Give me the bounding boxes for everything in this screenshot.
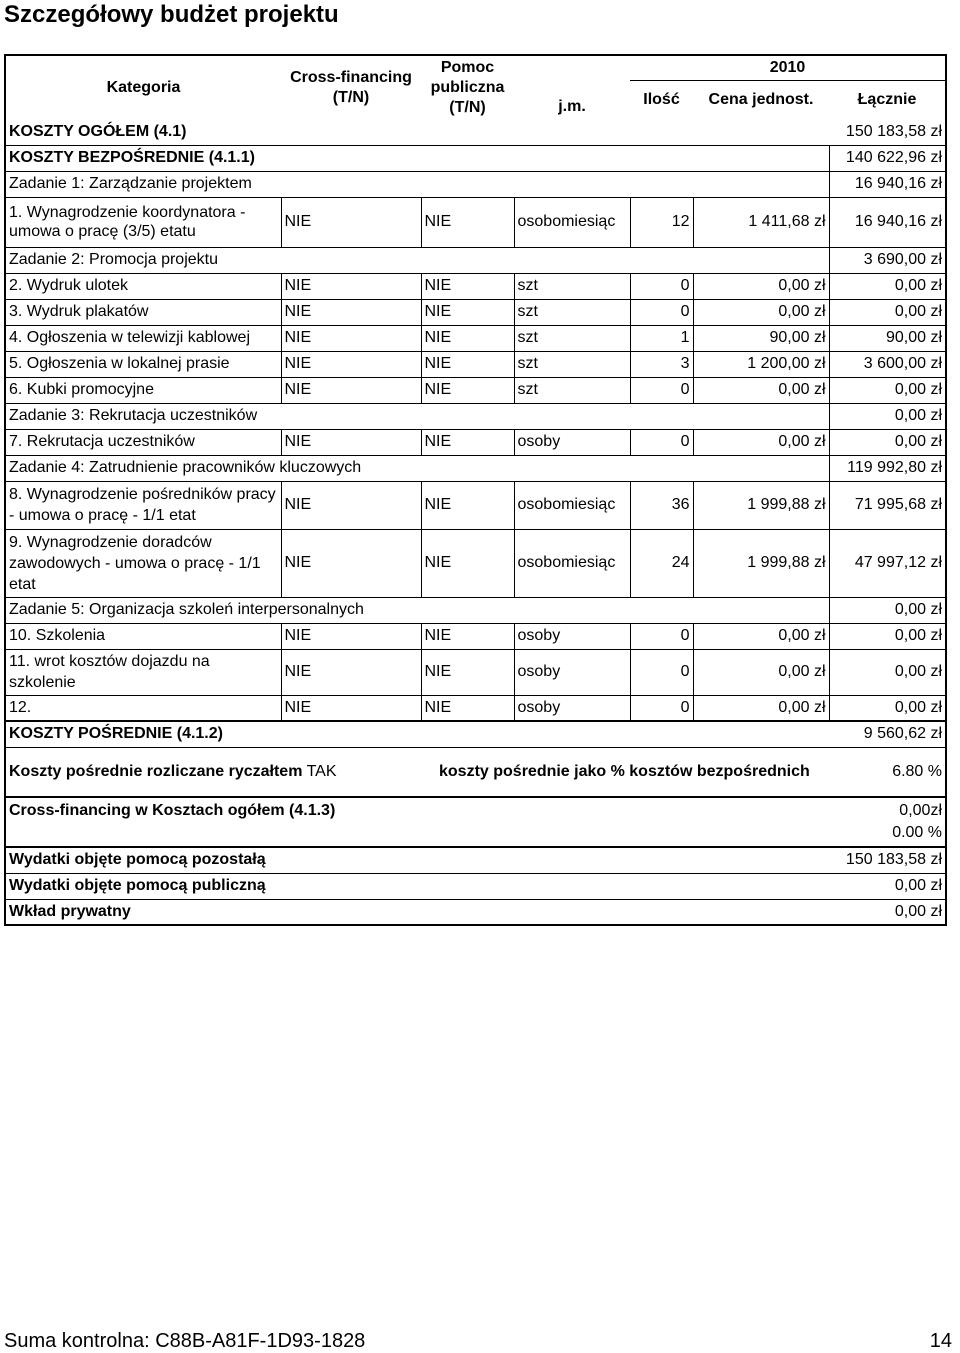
pomoc-publiczna-row bbox=[5, 873, 946, 899]
ryczalt-label: Koszty pośrednie rozliczane ryczałtem bbox=[9, 762, 303, 780]
item-qty: 3 bbox=[630, 351, 693, 377]
item-row bbox=[5, 623, 946, 649]
item-jm: osobomiesiąc bbox=[514, 481, 630, 529]
item-qty: 12 bbox=[630, 197, 693, 247]
ryczalt-cell bbox=[5, 747, 421, 797]
posrednie-value: 9 560,62 zł bbox=[829, 721, 946, 747]
task-row bbox=[5, 171, 946, 197]
item-total: 0,00 zł bbox=[829, 377, 946, 403]
summary-bezposrednie-value: 140 622,96 zł bbox=[829, 145, 946, 171]
item-name: 10. Szkolenia bbox=[5, 623, 281, 649]
item-pomoc-publiczna: NIE bbox=[421, 529, 514, 597]
item-price: 0,00 zł bbox=[693, 623, 829, 649]
item-name: 5. Ogłoszenia w lokalnej prasie bbox=[5, 351, 281, 377]
task-total: 3 690,00 zł bbox=[829, 247, 946, 273]
item-price: 0,00 zł bbox=[693, 649, 829, 695]
pomoc-publiczna-label: Wydatki objęte pomocą publiczną bbox=[5, 873, 829, 899]
item-row bbox=[5, 429, 946, 455]
item-row bbox=[5, 325, 946, 351]
item-pomoc-publiczna: NIE bbox=[421, 273, 514, 299]
item-jm: osobomiesiąc bbox=[514, 197, 630, 247]
item-pomoc-publiczna: NIE bbox=[421, 695, 514, 721]
item-row bbox=[5, 197, 946, 247]
item-price: 0,00 zł bbox=[693, 299, 829, 325]
item-pomoc-publiczna: NIE bbox=[421, 481, 514, 529]
pomoc-pozostala-value: 150 183,58 zł bbox=[829, 847, 946, 873]
item-name: 3. Wydruk plakatów bbox=[5, 299, 281, 325]
item-total: 0,00 zł bbox=[829, 299, 946, 325]
item-cross-financing: NIE bbox=[281, 623, 421, 649]
item-cross-financing: NIE bbox=[281, 299, 421, 325]
cross-financing-percent: 0.00 % bbox=[892, 824, 942, 841]
item-price: 1 200,00 zł bbox=[693, 351, 829, 377]
header-year: 2010 bbox=[630, 55, 946, 80]
item-pomoc-publiczna: NIE bbox=[421, 351, 514, 377]
item-name: 1. Wynagrodzenie koordynatora - umowa o pracę (3/5) etatu bbox=[5, 197, 281, 247]
header-cena: Cena jednost. bbox=[708, 90, 814, 108]
item-row bbox=[5, 351, 946, 377]
percent-label: koszty pośrednie jako % kosztów bezpośrednich bbox=[421, 747, 829, 797]
item-cross-financing: NIE bbox=[281, 273, 421, 299]
task-total: 0,00 zł bbox=[829, 403, 946, 429]
item-total: 16 940,16 zł bbox=[829, 197, 946, 247]
item-jm: osobomiesiąc bbox=[514, 529, 630, 597]
item-jm: osoby bbox=[514, 649, 630, 695]
pomoc-pozostala-row bbox=[5, 847, 946, 873]
summary-row-ogolem bbox=[5, 119, 946, 145]
item-name: 12. bbox=[5, 695, 281, 721]
item-qty: 36 bbox=[630, 481, 693, 529]
item-jm: szt bbox=[514, 351, 630, 377]
header-pomoc-publiczna: Pomoc publiczna (T/N) bbox=[421, 55, 514, 119]
item-qty: 24 bbox=[630, 529, 693, 597]
item-price: 0,00 zł bbox=[693, 429, 829, 455]
task-row bbox=[5, 403, 946, 429]
item-name: 11. wrot kosztów dojazdu na szkolenie bbox=[5, 649, 281, 695]
cross-financing-value: 0,00zł bbox=[899, 802, 942, 819]
header-ilosc: Ilość bbox=[643, 90, 680, 108]
item-qty: 0 bbox=[630, 273, 693, 299]
item-row bbox=[5, 377, 946, 403]
wklad-prywatny-row bbox=[5, 899, 946, 925]
cross-financing-label: Cross-financing w Kosztach ogółem (4.1.3) bbox=[5, 797, 829, 847]
item-pomoc-publiczna: NIE bbox=[421, 325, 514, 351]
pomoc-publiczna-value: 0,00 zł bbox=[829, 873, 946, 899]
item-row bbox=[5, 529, 946, 597]
item-price: 0,00 zł bbox=[693, 695, 829, 721]
cross-financing-values bbox=[829, 797, 946, 847]
item-name: 8. Wynagrodzenie pośredników pracy - umowa o pracę - 1/1 etat bbox=[5, 481, 281, 529]
item-price: 0,00 zł bbox=[693, 273, 829, 299]
item-price: 1 999,88 zł bbox=[693, 481, 829, 529]
item-qty: 0 bbox=[630, 429, 693, 455]
item-name: 6. Kubki promocyjne bbox=[5, 377, 281, 403]
item-cross-financing: NIE bbox=[281, 695, 421, 721]
item-pomoc-publiczna: NIE bbox=[421, 649, 514, 695]
item-pomoc-publiczna: NIE bbox=[421, 429, 514, 455]
item-jm: szt bbox=[514, 377, 630, 403]
header-jm: j.m. bbox=[514, 55, 630, 119]
header-lacznie: Łącznie bbox=[829, 80, 946, 119]
item-price: 1 999,88 zł bbox=[693, 529, 829, 597]
item-qty: 0 bbox=[630, 649, 693, 695]
item-cross-financing: NIE bbox=[281, 649, 421, 695]
page-number: 14 bbox=[929, 1330, 952, 1352]
task-row bbox=[5, 247, 946, 273]
header-row bbox=[5, 55, 946, 80]
item-pomoc-publiczna: NIE bbox=[421, 299, 514, 325]
item-total: 71 995,68 zł bbox=[829, 481, 946, 529]
item-name: 4. Ogłoszenia w telewizji kablowej bbox=[5, 325, 281, 351]
item-cross-financing: NIE bbox=[281, 351, 421, 377]
wklad-prywatny-value: 0,00 zł bbox=[829, 899, 946, 925]
item-total: 0,00 zł bbox=[829, 623, 946, 649]
item-price: 1 411,68 zł bbox=[693, 197, 829, 247]
ryczalt-row bbox=[5, 747, 946, 797]
item-qty: 0 bbox=[630, 623, 693, 649]
task-total: 0,00 zł bbox=[829, 597, 946, 623]
item-row bbox=[5, 649, 946, 695]
wklad-prywatny-label: Wkład prywatny bbox=[5, 899, 829, 925]
summary-ogolem-label: KOSZTY OGÓŁEM (4.1) bbox=[5, 119, 829, 145]
task-row bbox=[5, 455, 946, 481]
item-name: 7. Rekrutacja uczestników bbox=[5, 429, 281, 455]
item-total: 47 997,12 zł bbox=[829, 529, 946, 597]
item-cross-financing: NIE bbox=[281, 377, 421, 403]
item-pomoc-publiczna: NIE bbox=[421, 197, 514, 247]
summary-ogolem-value: 150 183,58 zł bbox=[829, 119, 946, 145]
header-cross-financing: Cross-financing (T/N) bbox=[281, 55, 421, 119]
item-row bbox=[5, 273, 946, 299]
header-kategoria: Kategoria bbox=[5, 55, 281, 119]
item-total: 0,00 zł bbox=[829, 273, 946, 299]
task-label: Zadanie 1: Zarządzanie projektem bbox=[5, 171, 829, 197]
ryczalt-value: TAK bbox=[306, 762, 337, 780]
item-jm: osoby bbox=[514, 623, 630, 649]
task-label: Zadanie 3: Rekrutacja uczestników bbox=[5, 403, 829, 429]
item-qty: 0 bbox=[630, 299, 693, 325]
task-label: Zadanie 2: Promocja projektu bbox=[5, 247, 829, 273]
item-jm: osoby bbox=[514, 429, 630, 455]
item-jm: osoby bbox=[514, 695, 630, 721]
item-name: 2. Wydruk ulotek bbox=[5, 273, 281, 299]
task-row bbox=[5, 597, 946, 623]
item-cross-financing: NIE bbox=[281, 429, 421, 455]
item-cross-financing: NIE bbox=[281, 197, 421, 247]
item-pomoc-publiczna: NIE bbox=[421, 623, 514, 649]
item-total: 0,00 zł bbox=[829, 695, 946, 721]
pomoc-pozostala-label: Wydatki objęte pomocą pozostałą bbox=[5, 847, 829, 873]
task-total: 119 992,80 zł bbox=[829, 455, 946, 481]
item-row bbox=[5, 299, 946, 325]
item-jm: szt bbox=[514, 325, 630, 351]
item-row bbox=[5, 481, 946, 529]
item-total: 90,00 zł bbox=[829, 325, 946, 351]
posrednie-row bbox=[5, 721, 946, 747]
summary-bezposrednie-label: KOSZTY BEZPOŚREDNIE (4.1.1) bbox=[5, 145, 829, 171]
task-label: Zadanie 4: Zatrudnienie pracowników kluczowych bbox=[5, 455, 829, 481]
task-label: Zadanie 5: Organizacja szkoleń interpersonalnych bbox=[5, 597, 829, 623]
item-qty: 1 bbox=[630, 325, 693, 351]
item-row bbox=[5, 695, 946, 721]
summary-row-bezposrednie bbox=[5, 145, 946, 171]
item-total: 0,00 zł bbox=[829, 649, 946, 695]
item-total: 3 600,00 zł bbox=[829, 351, 946, 377]
item-cross-financing: NIE bbox=[281, 325, 421, 351]
item-name: 9. Wynagrodzenie doradców zawodowych - umowa o pracę - 1/1 etat bbox=[5, 529, 281, 597]
page-title: Szczegółowy budżet projektu bbox=[4, 1, 339, 28]
posrednie-label: KOSZTY POŚREDNIE (4.1.2) bbox=[5, 721, 829, 747]
percent-value: 6.80 % bbox=[829, 747, 946, 797]
item-cross-financing: NIE bbox=[281, 529, 421, 597]
budget-table bbox=[4, 54, 947, 926]
item-total: 0,00 zł bbox=[829, 429, 946, 455]
item-jm: szt bbox=[514, 273, 630, 299]
item-jm: szt bbox=[514, 299, 630, 325]
item-price: 90,00 zł bbox=[693, 325, 829, 351]
item-qty: 0 bbox=[630, 695, 693, 721]
item-pomoc-publiczna: NIE bbox=[421, 377, 514, 403]
cross-financing-row bbox=[5, 797, 946, 847]
item-cross-financing: NIE bbox=[281, 481, 421, 529]
item-qty: 0 bbox=[630, 377, 693, 403]
task-total: 16 940,16 zł bbox=[829, 171, 946, 197]
item-price: 0,00 zł bbox=[693, 377, 829, 403]
footer-checksum: Suma kontrolna: C88B-A81F-1D93-1828 bbox=[4, 1330, 366, 1352]
